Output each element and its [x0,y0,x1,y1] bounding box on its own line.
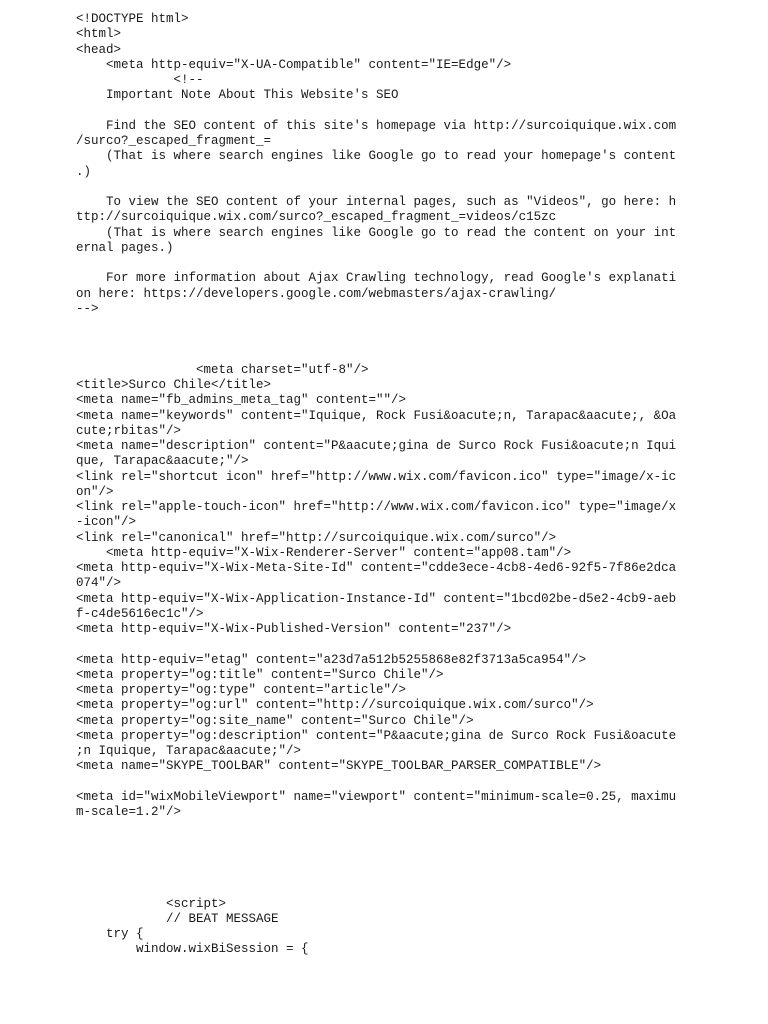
source-line: (That is where search engines like Google go to read the content on your int [76,225,676,240]
source-line: <meta property="og:url" content="http://surcoiquique.wix.com/surco"/> [76,698,594,713]
source-line: <meta property="og:title" content="Surco Chile"/> [76,667,444,682]
source-line [76,775,676,790]
source-line: on here: https://developers.google.com/webmasters/ajax-crawling/ [76,286,557,301]
source-line: <html> [76,27,122,42]
source-line: <meta name="description" content="P&aacute;gina de Surco Rock Fusi&oacute;n Iqui [76,439,676,453]
source-line: <meta property="og:description" content="P&aacute;gina de Surco Rock Fusi&oacute [76,728,676,743]
source-line: <head> [76,42,122,57]
source-line: <link rel="canonical" href="http://surcoiquique.wix.com/surco"/> [76,530,557,545]
source-line: 074"/> [76,576,122,591]
source-line: To view the SEO content of your internal pages, such as "Videos", go here: h [76,195,676,209]
source-line: /surco?_escaped_fragment_= [76,134,272,148]
source-line: <meta name="fb_admins_meta_tag" content=""/> [76,393,407,408]
source-line: <title>Surco Chile</title> [76,378,272,392]
source-line: For more information about Ajax Crawling technology, read Google's explanati [76,271,676,286]
source-line: -icon"/> [76,515,137,530]
source-line: try { [76,927,144,941]
source-line: <meta property="og:site_name" content="Surco Chile"/> [76,713,474,728]
source-line [76,637,676,652]
source-line [76,180,676,195]
source-line [76,332,676,347]
source-line [76,104,676,119]
source-line: <meta name="SKYPE_TOOLBAR" content="SKYPE_TOOLBAR_PARSER_COMPATIBLE"/> [76,759,602,774]
source-line [76,851,676,866]
source-line: on"/> [76,484,114,499]
source-line [76,866,676,881]
source-line [76,317,676,332]
source-line: ernal pages.) [76,240,174,255]
source-line: <meta http-equiv="X-UA-Compatible" content="IE=Edge"/> [76,57,512,72]
source-line: <!-- [76,73,204,87]
source-line: Find the SEO content of this site's homepage via http://surcoiquique.wix.com [76,118,676,133]
source-line: <meta http-equiv="X-Wix-Application-Instance-Id" content="1bcd02be-d5e2-4cb9-aeb [76,591,676,606]
source-line: <meta http-equiv="X-Wix-Published-Version" content="237"/> [76,622,512,636]
source-line: <meta charset="utf-8"/> [76,362,369,377]
source-line [76,820,676,835]
page-source-view [76,12,676,958]
source-line: cute;rbitas"/> [76,423,182,438]
source-line: .) [76,164,92,179]
source-line: <meta http-equiv="X-Wix-Renderer-Server" content="app08.tam"/> [76,545,572,560]
source-line: (That is where search engines like Google go to read your homepage's content [76,149,676,164]
source-line [76,836,676,851]
source-line: m-scale=1.2"/> [76,805,182,819]
source-line: <link rel="apple-touch-icon" href="http://www.wix.com/favicon.ico" type="image/x [76,500,676,514]
source-line: f-c4de5616ec1c"/> [76,606,204,621]
source-line: <script> [76,896,227,911]
source-line: <meta property="og:type" content="article"/> [76,683,407,697]
source-line: <meta http-equiv="etag" content="a23d7a512b5255868e82f3713a5ca954"/> [76,652,587,667]
source-line: <link rel="shortcut icon" href="http://www.wix.com/favicon.ico" type="image/x-ic [76,469,676,484]
source-line [76,881,676,896]
source-line: <meta id="wixMobileViewport" name="viewport" content="minimum-scale=0.25, maximu [76,789,676,804]
source-line: window.wixBiSession = { [76,942,309,957]
source-line: Important Note About This Website's SEO [76,88,399,103]
source-line: ttp://surcoiquique.wix.com/surco?_escaped_fragment_=videos/c15zc [76,210,557,225]
source-line: ;n Iquique, Tarapac&aacute;"/> [76,744,302,758]
source-line: <meta http-equiv="X-Wix-Meta-Site-Id" content="cdde3ece-4cb8-4ed6-92f5-7f86e2dca [76,561,676,575]
source-line: --> [76,301,99,316]
source-line: que, Tarapac&aacute;"/> [76,454,249,469]
source-line: // BEAT MESSAGE [76,911,279,926]
source-line [76,348,676,363]
source-line: <!DOCTYPE html> [76,12,189,26]
source-line: <meta name="keywords" content="Iquique, Rock Fusi&oacute;n, Tarapac&aacute;, &Oa [76,408,676,423]
source-line [76,256,676,271]
